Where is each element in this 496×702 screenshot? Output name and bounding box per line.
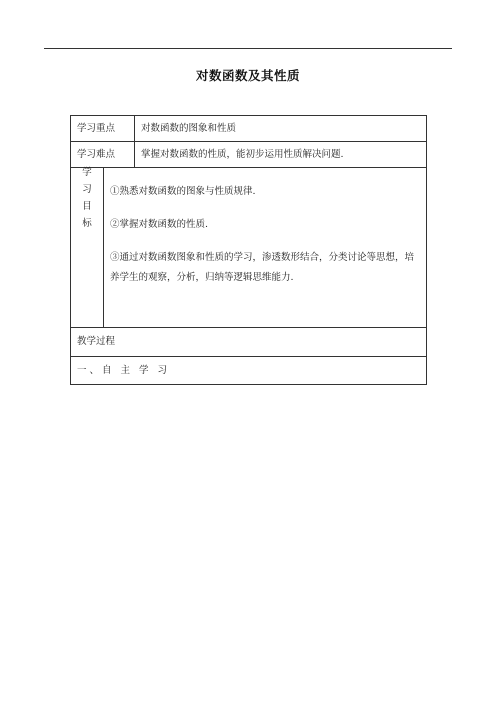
difficulty-row [71, 142, 427, 168]
header-rule [44, 48, 452, 49]
goals-label-char: 习 [82, 184, 92, 195]
process-label: 教学过程 [71, 328, 427, 357]
document-title: 对数函数及其性质 [195, 68, 300, 83]
key-point-row [71, 116, 427, 142]
key-point-value: 对数函数的图象和性质 [135, 116, 427, 142]
goals-label-char: 学 [82, 167, 92, 178]
goal-item: ①熟悉对数函数的图象与性质规律. [110, 186, 256, 197]
goals-content [104, 168, 427, 328]
difficulty-label: 学习难点 [71, 142, 135, 168]
goals-label [71, 168, 104, 328]
goal-item: ③通过对数函数图象和性质的学习，渗透数形结合，分类讨论等思想，培养学生的观察，分析，归纳等逻辑思维能力. [110, 252, 415, 283]
goal-item: ②掌握对数函数的性质. [110, 219, 209, 230]
goals-label-char: 标 [82, 218, 92, 229]
process-row [71, 328, 427, 357]
self-study-row [71, 357, 427, 385]
self-study-label: 一、自 主 学 习 [71, 357, 427, 385]
key-point-label: 学习重点 [71, 116, 135, 142]
goals-label-char: 目 [82, 201, 92, 212]
goals-row [71, 168, 427, 328]
lesson-plan-table [70, 115, 427, 385]
difficulty-value: 掌握对数函数的性质，能初步运用性质解决问题. [135, 142, 427, 168]
